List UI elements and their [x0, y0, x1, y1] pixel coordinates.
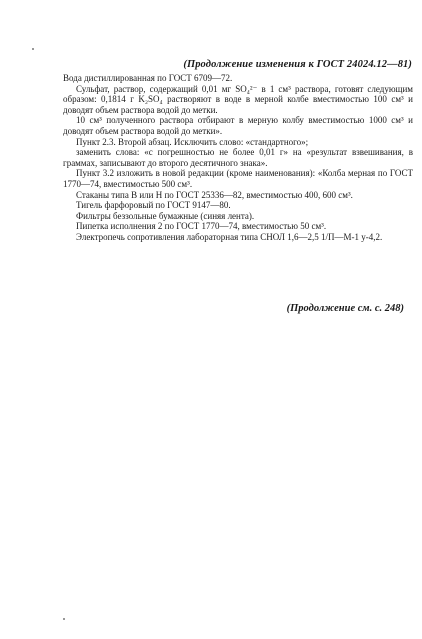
paragraph-pipette: Пипетка исполнения 2 по ГОСТ 1770—74, вместимостью 50 см³. [76, 221, 327, 232]
paragraph-replace-words: заменить слова: «с погрешностью не более 0,01 г» на «результат взвешивания, в граммах, записывают до второго десятичного знака». [63, 147, 413, 168]
paragraph-beakers: Стаканы типа В или Н по ГОСТ 25336—82, вместимостью 400, 600 см³. [76, 189, 353, 200]
paragraph-water: Вода дистиллированная по ГОСТ 6709—72. [63, 73, 233, 83]
paragraph-item-3-2: Пункт 3.2 изложить в новой редакции (кроме наименования): «Колба мерная по ГОСТ 1770—74, вместимостью 500 см³. [63, 168, 413, 189]
continuation-header: (Продолжение изменения к ГОСТ 24024.12—81) [183, 59, 412, 70]
paragraph-sulfate-solution: Сульфат, раствор, содержащий 0,01 мг SO₄²⁻ в 1 см³ раствора, готовят следующим образом: 0,1814 г K₂SO₄ растворяют в воде в мерной колбе вместимостью 100 см³ и доводят объем раствора водой до метки. [63, 83, 413, 115]
scan-speck [32, 48, 34, 50]
paragraph-filters: Фильтры беззольные бумажные (синяя лента). [76, 210, 255, 221]
paragraph-dilution: 10 см³ полученного раствора отбирают в мерную колбу вместимостью 1000 см³ и доводят объем раствора водой до метки». [63, 115, 413, 136]
paragraph-item-2-3: Пункт 2.3. Второй абзац. Исключить слово: «стандартного»; [76, 136, 309, 147]
body-text [63, 73, 413, 243]
paragraph-furnace: Электропечь сопротивления лабораторная типа СНОЛ 1,6—2,5 1/П—М-1 у-4,2. [76, 231, 383, 242]
scan-speck [63, 618, 65, 620]
paragraph-crucible: Тигель фарфоровый по ГОСТ 9147—80. [76, 200, 231, 211]
continuation-footer: (Продолжение см. с. 248) [286, 303, 404, 314]
